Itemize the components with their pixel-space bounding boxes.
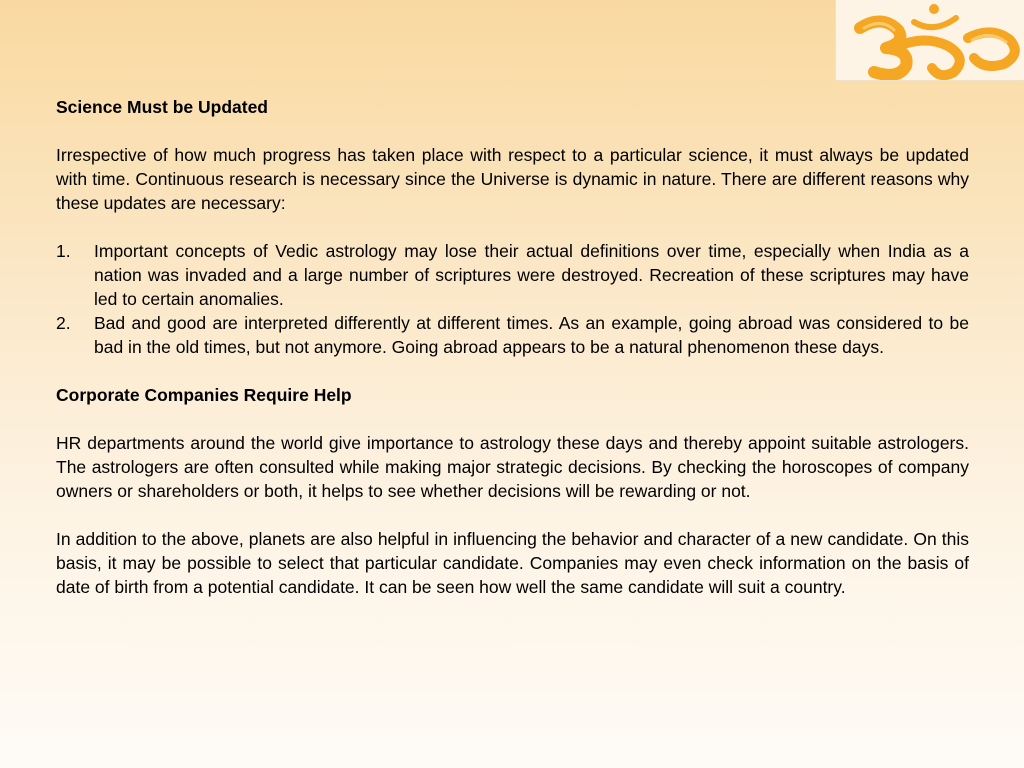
intro-paragraph: Irrespective of how much progress has taken place with respect to a particular science, it must always be updated with time. Continuous research is necessary since the Universe is dynamic in nature. There are different reasons why these updates are necessary: (56, 145, 969, 213)
hr-paragraph: HR departments around the world give importance to astrology these days and thereby appoint suitable astrologers. The astrologers are often consulted while making major strategic decisions. By checking the horoscopes of company owners or shareholders or both, it helps to see whether decisions will be rewarding or not. (56, 433, 969, 501)
section-heading-science: Science Must be Updated (56, 97, 268, 117)
slide-content (56, 95, 969, 623)
list-item-text: Important concepts of Vedic astrology may lose their actual definitions over time, especially when India as a nation was invaded and a large number of scriptures were destroyed. Recreation of these scriptures may have led to certain anomalies. (94, 241, 969, 309)
om-symbol-icon (836, 0, 1024, 80)
list-item-text: Bad and good are interpreted differently at different times. As an example, going abroad was considered to be bad in the old times, but not anymore. Going abroad appears to be a natural phenomenon these days. (94, 313, 969, 357)
section-heading-corporate: Corporate Companies Require Help (56, 385, 352, 405)
planets-paragraph: In addition to the above, planets are also helpful in influencing the behavior and character of a new candidate. On this basis, it may be possible to select that particular candidate. Companies may even check information on the basis of date of birth from a potential candidate. It can be seen how well the same candidate will suit a country. (56, 529, 969, 597)
list-item-number: 1. (56, 241, 71, 261)
list-item (56, 239, 969, 311)
list-item-number: 2. (56, 313, 71, 333)
om-logo (835, 0, 1024, 81)
list-item (56, 311, 969, 359)
reasons-list (56, 239, 969, 359)
